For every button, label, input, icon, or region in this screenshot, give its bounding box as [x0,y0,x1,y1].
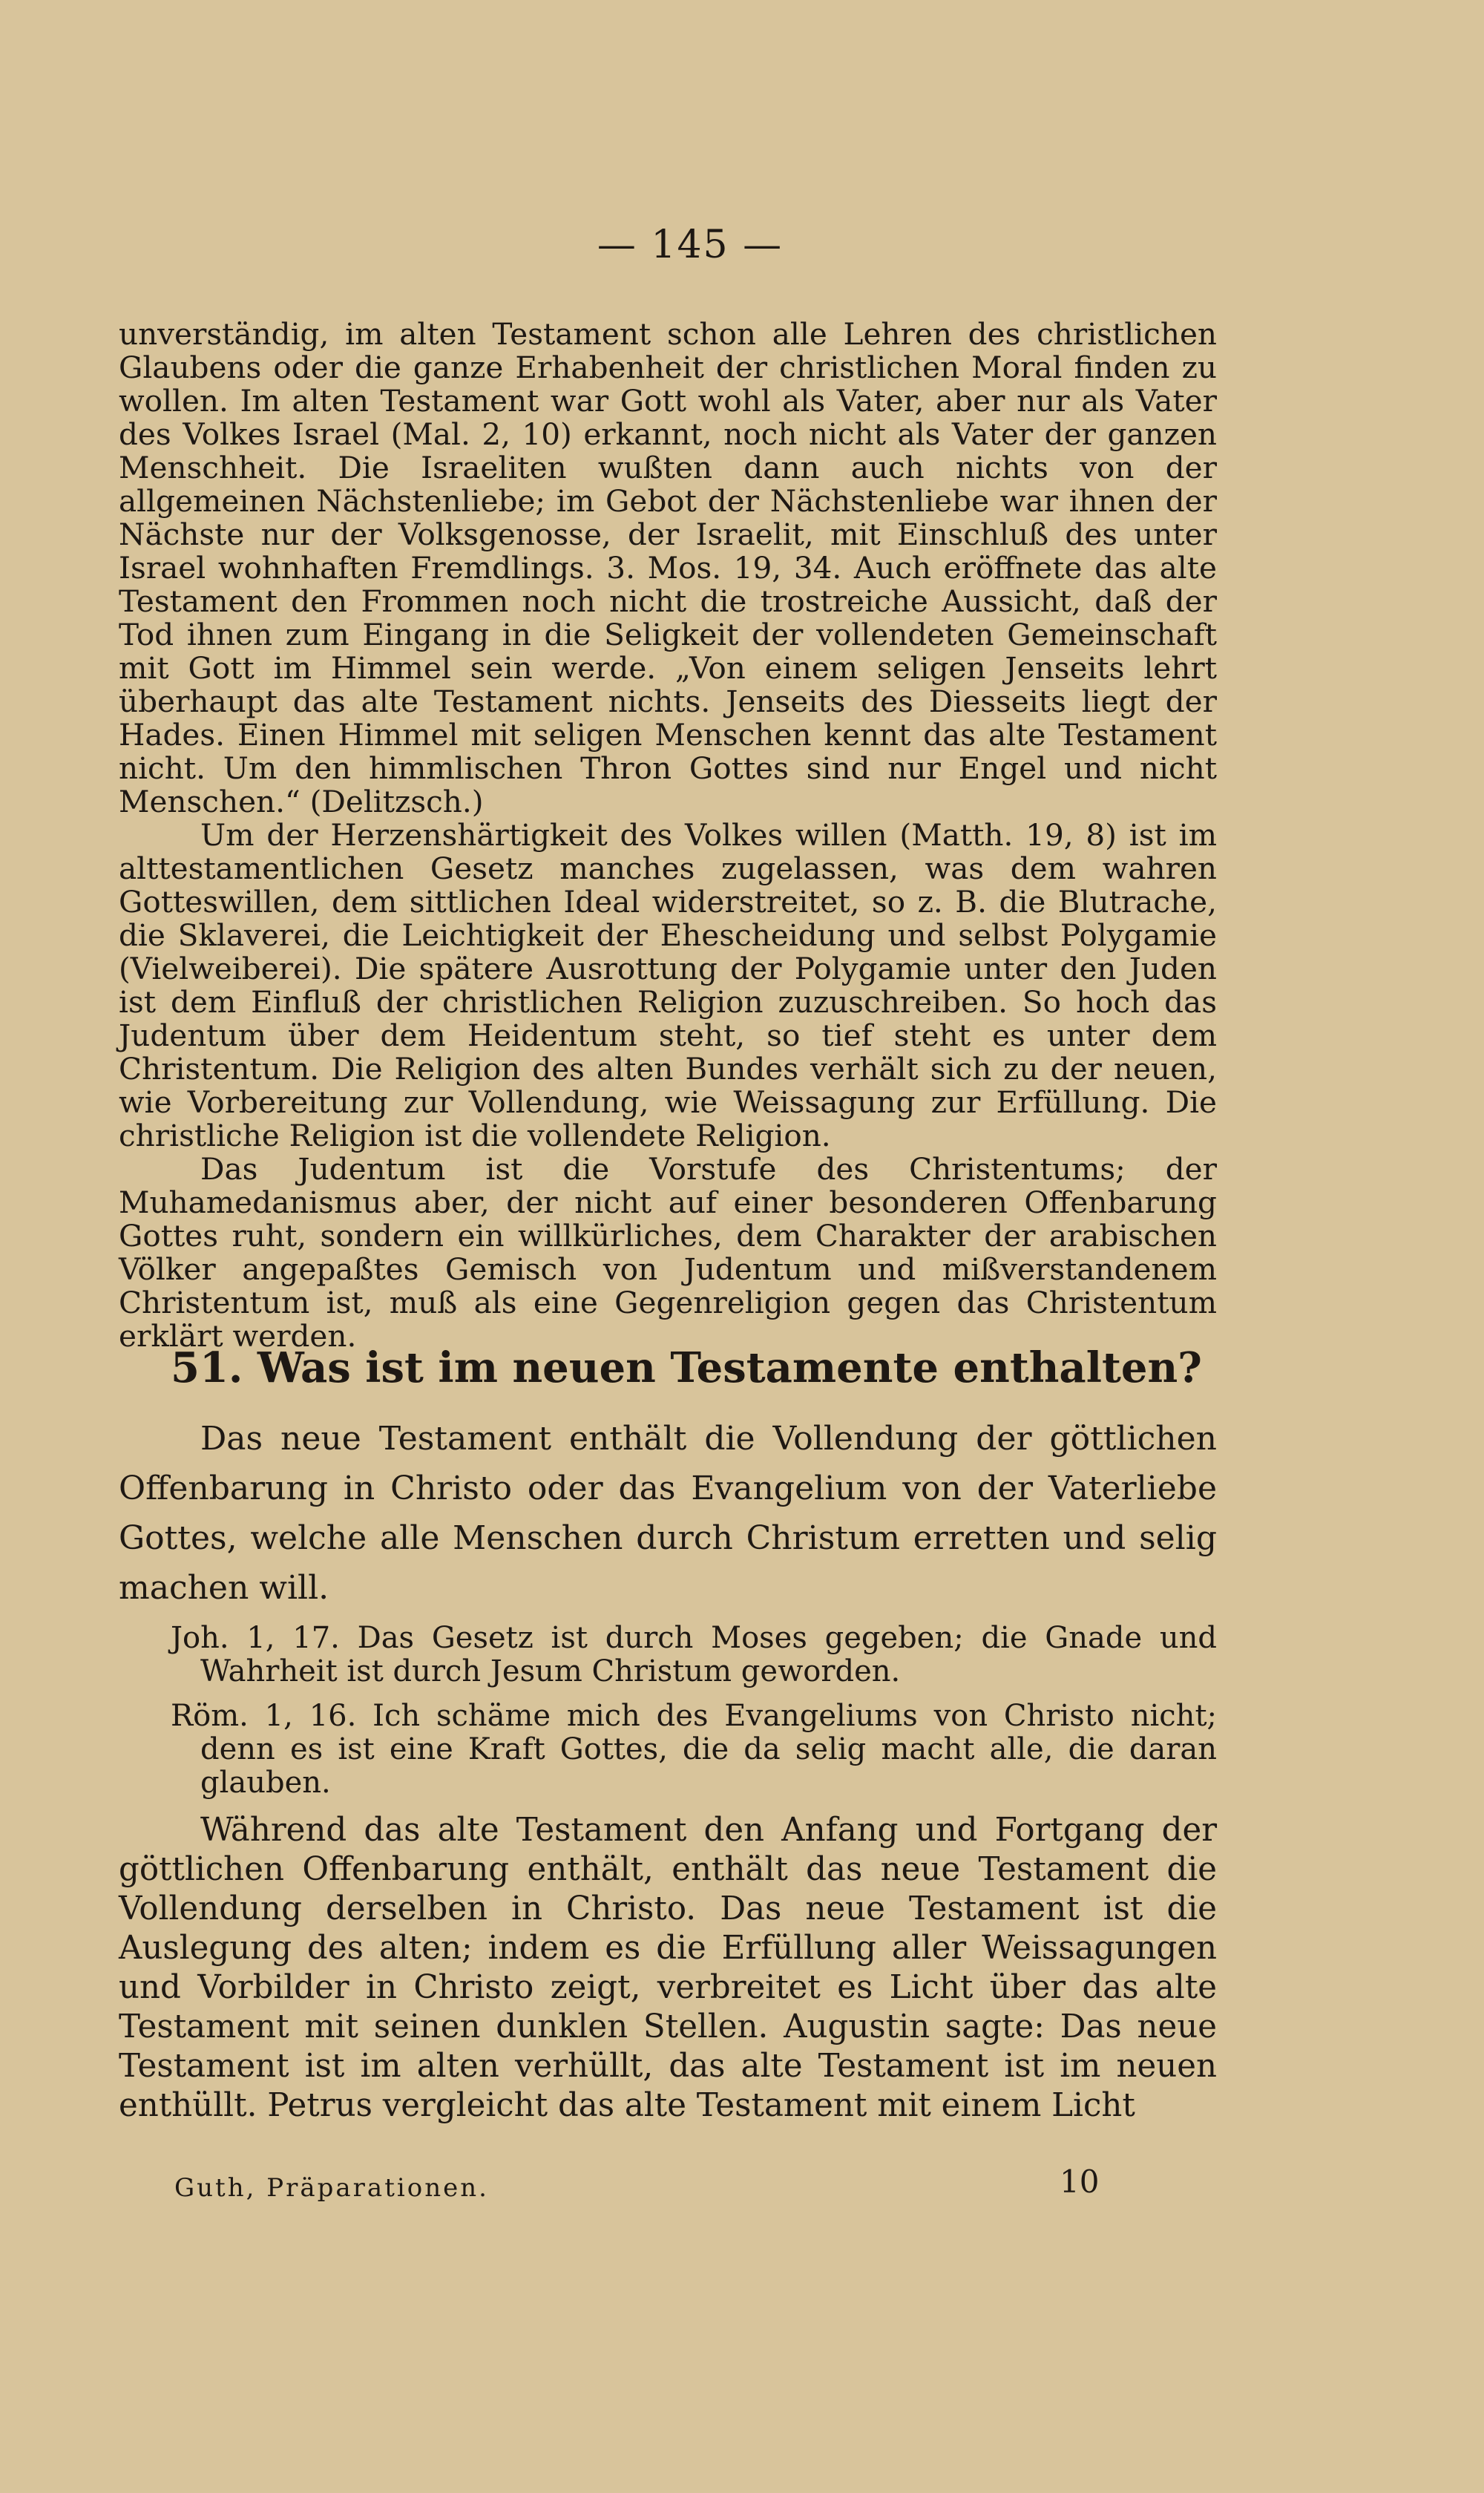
scripture-quote-romans: Röm. 1, 16. Ich schäme mich des Evangeliums von Christo nicht; denn es ist eine Kraft Gottes, die da selig macht alle, die daran glauben. [171,1699,1217,1800]
answer-block [119,1414,1217,1613]
section-heading: 51. Was ist im neuen Testamente enthalten? [171,1343,1202,1392]
body-text-lower [119,1811,1217,2126]
page-number: — 145 — [597,223,784,267]
closing-paragraph: Während das alte Testament den Anfang und Fortgang der göttlichen Offenbarung enthält, enthält das neue Testament die Vollendung derselben in Christo. Das neue Testament ist die Auslegung des alten; indem es die Erfüllung aller Weissagungen und Vorbilder in Christo zeigt, verbreitet es Licht über das alte Testament mit seinen dunklen Stellen. Augustin sagte: Das neue Testament ist im alten verhüllt, das alte Testament ist im neuen enthüllt. Petrus vergleicht das alte Testament mit einem Licht [119,1812,1217,2124]
paragraph-judaism-islam: Das Judentum ist die Vorstufe des Christentums; der Muhamedanismus aber, der nicht auf einer besonderen Offenbarung Gottes ruht, sondern ein willkürliches, dem Charakter der arabischen Völker angepaßtes Gemisch von Judentum und mißverstandenem Christentum ist, muß als eine Gegenreligion gegen das Christentum erklärt werden. [119,1151,1217,1354]
footer-signature: Guth, Präparationen. [174,2173,489,2203]
paragraph-old-testament-limits: unverständig, im alten Testament schon alle Lehren des christlichen Glaubens oder die ganze Erhabenheit der christlichen Moral finden zu wollen. Im alten Testament war Gott wohl als Vater, aber nur als Vater des Volkes Israel (Mal. 2, 10) erkannt, noch nicht als Vater der ganzen Menschheit. Die Israeliten wußten dann auch nichts von der allgemeinen Nächstenliebe; im Gebot der Nächstenliebe war ihnen der Nächste nur der Volksgenosse, der Israelit, mit Einschluß des unter Israel wohnhaften Fremdlings. 3. Mos. 19, 34. Auch eröffnete das alte Testament den Frommen noch nicht die trostreiche Aussicht, daß der Tod ihnen zum Eingang in die Seligkeit der vollendeten Gemeinschaft mit Gott im Himmel sein werde. „Von einem seligen Jenseits lehrt überhaupt das alte Testament nichts. Jenseits des Diesseits liegt der Hades. Einen Himmel mit seligen Menschen kennt das alte Testament nicht. Um den himmlischen Thron Gottes sind nur Engel und nicht Menschen.“ (Delitzsch.) [119,316,1217,819]
footer-sheet-number: 10 [1060,2163,1100,2200]
answer-paragraph: Das neue Testament enthält die Vollendung der göttlichen Offenbarung in Christo oder das Evangelium von der Vaterliebe Gottes, welche alle Menschen durch Christum erretten und selig machen will. [119,1420,1217,1607]
body-text-upper [119,318,1217,1353]
paragraph-law-concessions: Um der Herzenshärtigkeit des Volkes willen (Matth. 19, 8) ist im alttestamentlichen Gesetz manches zugelassen, was dem wahren Gotteswillen, dem sittlichen Ideal widerstreitet, so z. B. die Blutrache, die Sklaverei, die Leichtigkeit der Ehescheidung und selbst Polygamie (Vielweiberei). Die spätere Ausrottung der Polygamie unter den Juden ist dem Einfluß der christlichen Religion zuzuschreiben. So hoch das Judentum über dem Heidentum steht, so tief steht es unter dem Christentum. Die Religion des alten Bundes verhält sich zu der neuen, wie Vorbereitung zur Vollendung, wie Weissagung zur Erfüllung. Die christliche Religion ist die vollendete Religion. [119,817,1217,1153]
scripture-quote-john: Joh. 1, 17. Das Gesetz ist durch Moses gegeben; die Gnade und Wahrheit ist durch Jesum Christum geworden. [171,1621,1217,1688]
